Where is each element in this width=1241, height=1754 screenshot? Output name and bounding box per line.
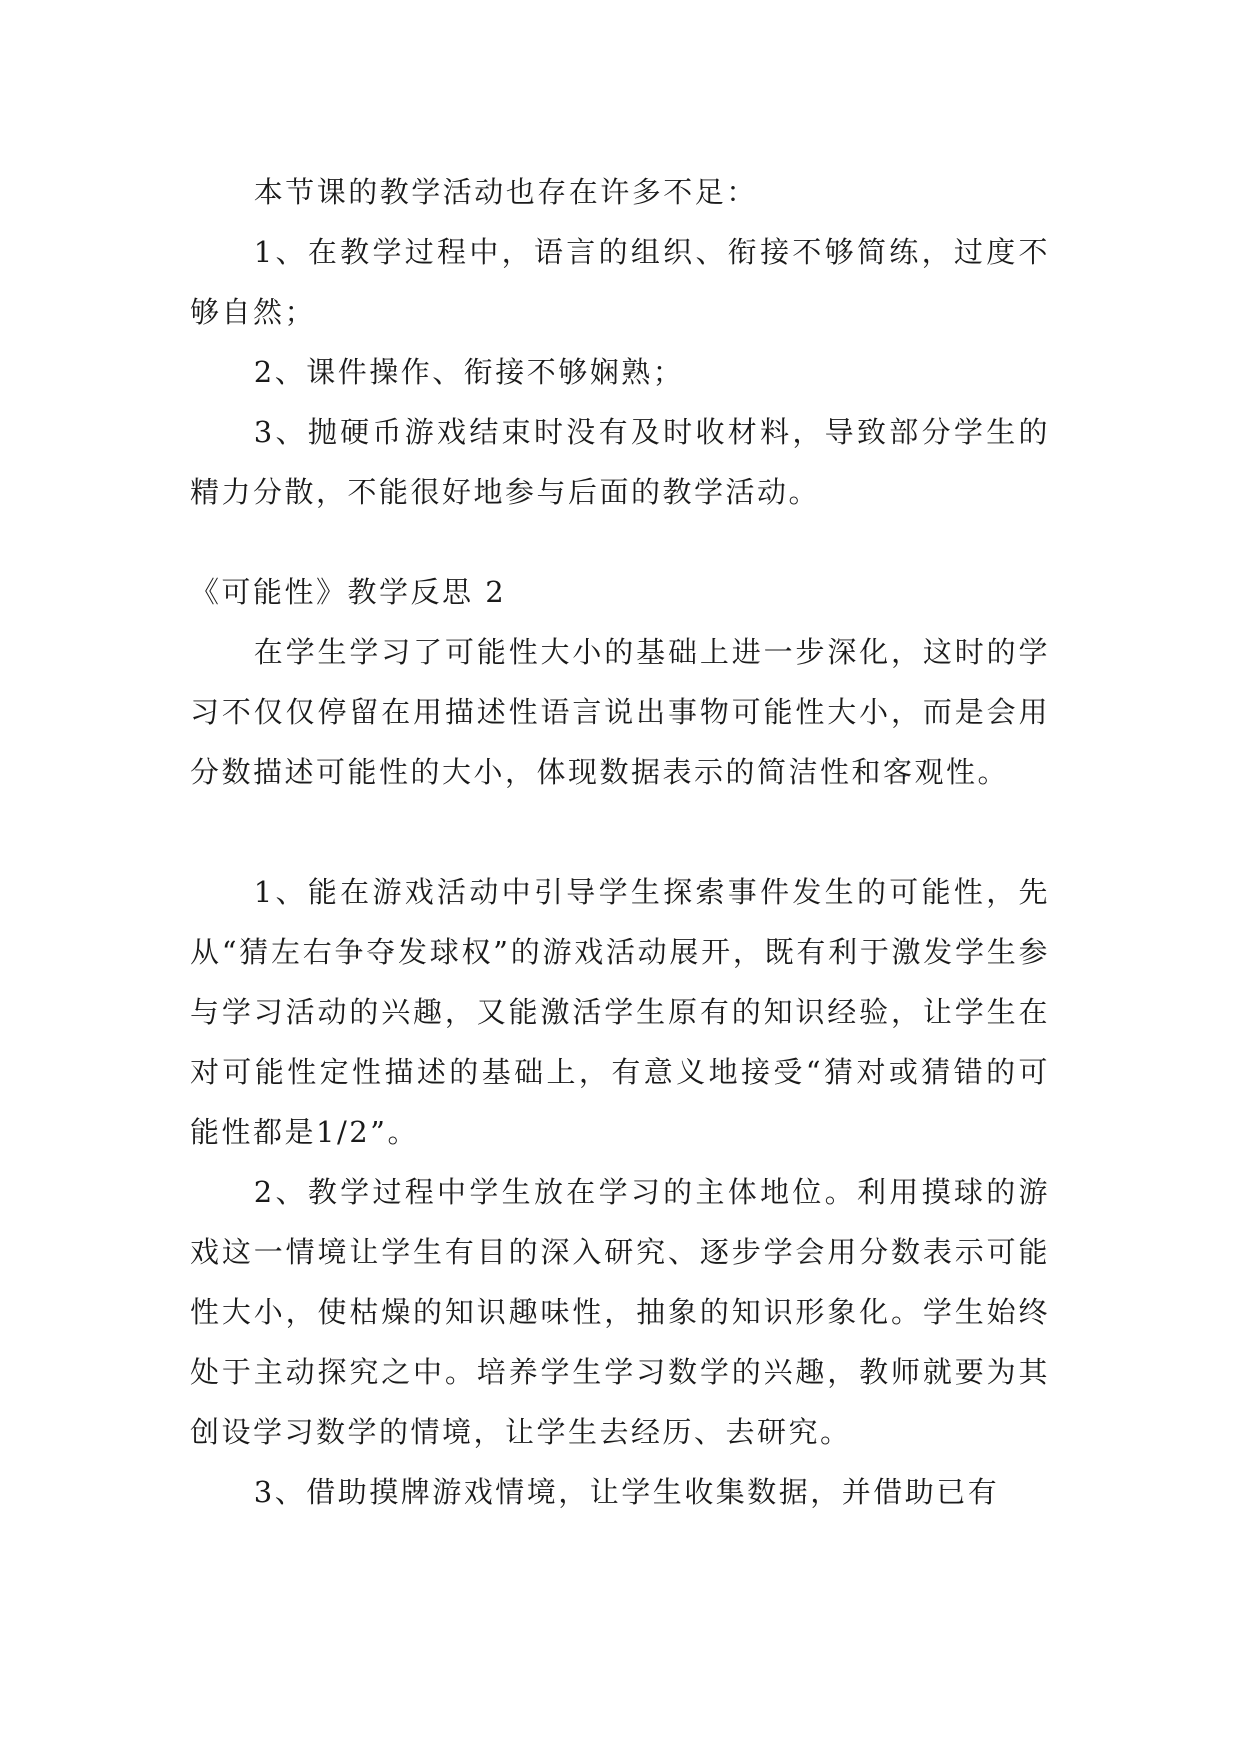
section1-item-3: 3、抛硬币游戏结束时没有及时收材料，导致部分学生的精力分散，不能很好地参与后面的教学活动。 [190,415,1050,509]
section1-item-1: 1、在教学过程中，语言的组织、衔接不够简练，过度不够自然； [190,235,1050,329]
section2-item-2: 2、教学过程中学生放在学习的主体地位。利用摸球的游戏这一情境让学生有目的深入研究、逐步学会用分数表示可能性大小，使枯燥的知识趣味性，抽象的知识形象化。学生始终处于主动探究之中。培养学生学习数学的兴趣，教师就要为其创设学习数学的情境，让学生去经历、去研究。 [190,1175,1050,1449]
section1-intro: 本节课的教学活动也存在许多不足： [253,175,758,209]
section2-item-3: 3、借助摸牌游戏情境，让学生收集数据，并借助已有 [253,1475,1000,1509]
section2-intro: 在学生学习了可能性大小的基础上进一步深化，这时的学习不仅仅停留在用描述性语言说出事物可能性大小，而是会用分数描述可能性的大小，体现数据表示的简洁性和客观性。 [190,635,1050,789]
section2-title: 《可能性》教学反思 2 [190,575,507,609]
document-body [190,162,1050,1522]
section2-item-1: 1、能在游戏活动中引导学生探索事件发生的可能性，先从“猜左右争夺发球权”的游戏活动展开，既有利于激发学生参与学习活动的兴趣，又能激活学生原有的知识经验，让学生在对可能性定性描述的基础上，有意义地接受“猜对或猜错的可能性都是1/2”。 [190,875,1050,1149]
section1-item-2: 2、课件操作、衔接不够娴熟； [253,355,685,389]
